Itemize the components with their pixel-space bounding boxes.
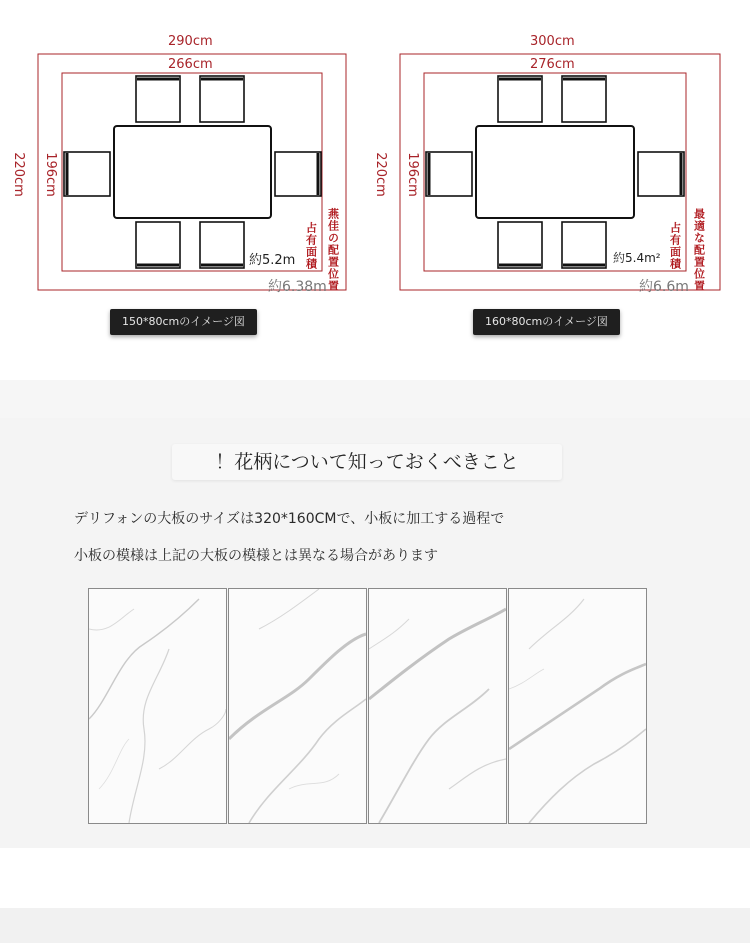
chair-right — [275, 152, 321, 196]
inner-height-label: 196cm — [404, 152, 420, 197]
marble-texture — [369, 589, 506, 823]
chair-top-left — [136, 76, 180, 122]
chair-left — [64, 152, 110, 196]
bottom-strip — [0, 908, 750, 943]
occupied-area-caption: 占有面積 — [668, 222, 682, 270]
chair-bottom-left — [136, 222, 180, 268]
notice-title: ！花柄について知っておくべきこと — [172, 444, 562, 480]
layout-diagram-160x80 — [362, 0, 737, 360]
diagram-caption: 150*80cmのイメージ図 — [110, 309, 257, 335]
marble-slab-3 — [368, 588, 507, 824]
notice-line-1: デリフォンの大板のサイズは320*160CMで、小板に加工する過程で — [74, 511, 505, 527]
marble-texture — [509, 589, 646, 823]
chair-right — [638, 152, 684, 196]
marble-texture — [89, 589, 226, 823]
dining-table — [476, 126, 634, 218]
marble-slab-4 — [508, 588, 647, 824]
inner-width-label: 276cm — [530, 57, 575, 72]
optimal-area-label: 約6.6m — [639, 279, 689, 295]
outer-height-label: 220cm — [10, 152, 26, 197]
chair-top-right — [200, 76, 244, 122]
marble-slab-2 — [228, 588, 367, 824]
marble-slab-group — [88, 588, 645, 824]
marble-slab-1 — [88, 588, 227, 824]
inner-width-label: 266cm — [168, 57, 213, 72]
chair-bottom-right — [200, 222, 244, 268]
outer-width-label: 290cm — [168, 34, 213, 49]
inner-height-label: 196cm — [42, 152, 58, 197]
diagram-caption: 160*80cmのイメージ図 — [473, 309, 620, 335]
chair-bottom-left — [498, 222, 542, 268]
chair-bottom-right — [562, 222, 606, 268]
marble-texture — [229, 589, 366, 823]
outer-width-label: 300cm — [530, 34, 575, 49]
occupied-area-label: 約5.2m — [249, 253, 296, 268]
layout-diagram-150x80 — [0, 0, 375, 360]
bottom-spacer — [0, 848, 750, 908]
chair-left — [426, 152, 472, 196]
outer-height-label: 220cm — [372, 152, 388, 197]
occupied-area-caption: 占有面積 — [304, 222, 318, 270]
occupied-area-label: 約5.4m² — [613, 251, 661, 265]
placement-caption: 燕佳の配置位置 — [326, 208, 340, 292]
notice-line-2: 小板の模様は上記の大板の模様とは異なる場合があります — [74, 548, 438, 564]
placement-caption: 最適な配置位置 — [692, 208, 706, 292]
section-divider — [0, 380, 750, 418]
chair-top-right — [562, 76, 606, 122]
chair-top-left — [498, 76, 542, 122]
optimal-area-label: 約6.38m — [268, 279, 327, 295]
dining-table — [114, 126, 271, 218]
